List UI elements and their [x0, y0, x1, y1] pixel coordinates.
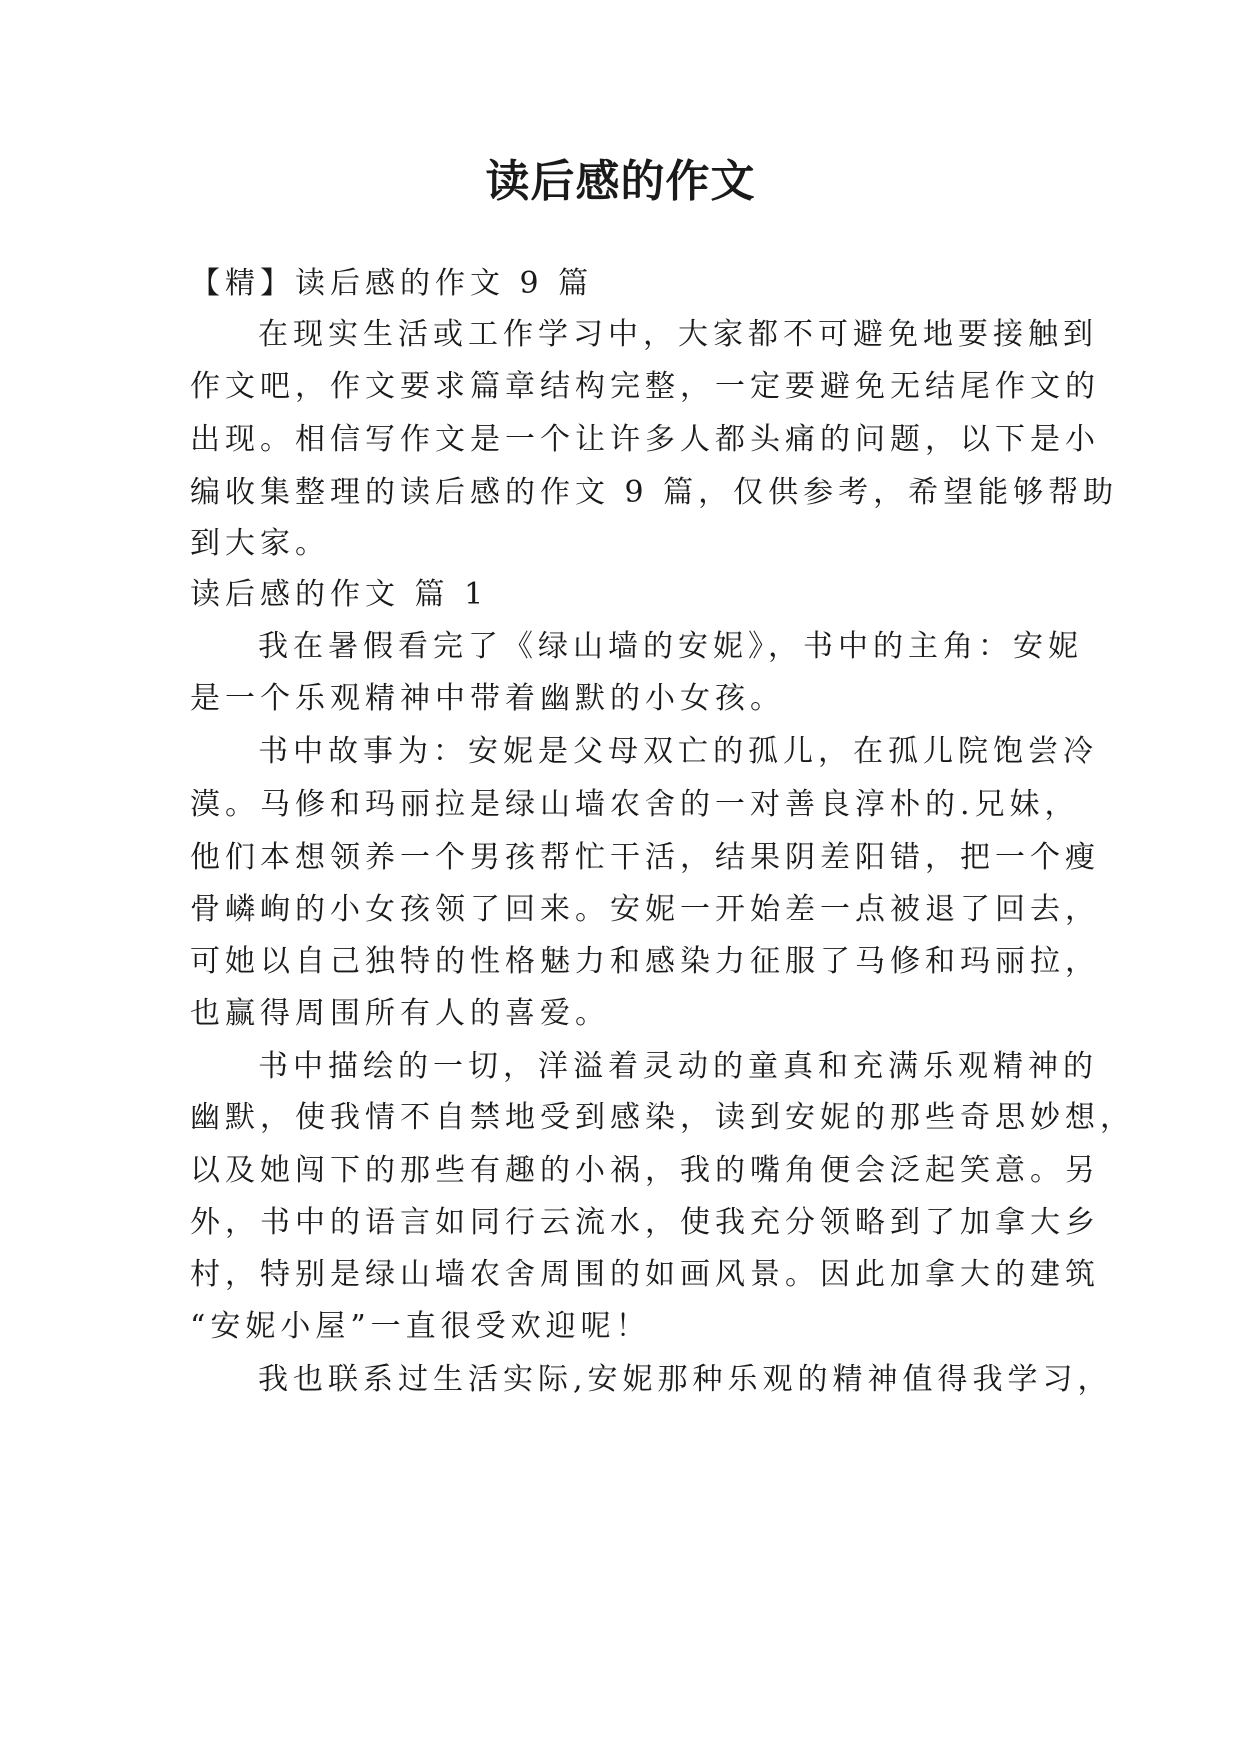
- paragraph-line: 我在暑假看完了《绿山墙的安妮》，书中的主角：安妮: [258, 629, 1083, 664]
- paragraph-line: 外，书中的语言如同行云流水，使我充分领略到了加拿大乡: [190, 1205, 1100, 1240]
- paragraph-line: 可她以自己独特的性格魅力和感染力征服了马修和玛丽拉，: [190, 944, 1100, 979]
- intro-line: 作文吧，作文要求篇章结构完整，一定要避免无结尾作文的: [190, 369, 1100, 404]
- paragraph-line: 书中描绘的一切，洋溢着灵动的童真和充满乐观精神的: [258, 1049, 1098, 1084]
- document-title: 读后感的作文: [485, 156, 756, 207]
- paragraph-line: 村，特别是绿山墙农舍周围的如画风景。因此加拿大的建筑: [190, 1257, 1100, 1292]
- paragraph-line: 我也联系过生活实际,安妮那种乐观的精神值得我学习，: [258, 1362, 1113, 1397]
- intro-line: 在现实生活或工作学习中，大家都不可避免地要接触到: [258, 317, 1098, 352]
- paragraph-line: “安妮小屋”一直很受欢迎呢！: [190, 1309, 651, 1344]
- paragraph-line: 漠。马修和玛丽拉是绿山墙农舍的一对善良淳朴的.兄妹，: [190, 787, 1080, 822]
- paragraph-line: 他们本想领养一个男孩帮忙干活，结果阴差阳错，把一个瘦: [190, 840, 1100, 875]
- intro-line: 出现。相信写作文是一个让许多人都头痛的问题，以下是小: [190, 422, 1100, 457]
- section-heading: 读后感的作文 篇 1: [190, 577, 489, 612]
- intro-line: 到大家。: [190, 526, 330, 561]
- document-subtitle: 【精】读后感的作文 9 篇: [190, 266, 594, 301]
- paragraph-line: 以及她闯下的那些有趣的小祸，我的嘴角便会泛起笑意。另: [190, 1153, 1100, 1188]
- paragraph-line: 也赢得周围所有人的喜爱。: [190, 996, 610, 1031]
- paragraph-line: 是一个乐观精神中带着幽默的小女孩。: [190, 681, 785, 716]
- paragraph-line: 书中故事为：安妮是父母双亡的孤儿，在孤儿院饱尝冷: [258, 734, 1098, 769]
- intro-line: 编收集整理的读后感的作文 9 篇，仅供参考，希望能够帮助: [190, 475, 1119, 510]
- paragraph-line: 骨嶙峋的小女孩领了回来。安妮一开始差一点被退了回去，: [190, 892, 1100, 927]
- paragraph-line: 幽默，使我情不自禁地受到感染，读到安妮的那些奇思妙想，: [190, 1100, 1135, 1135]
